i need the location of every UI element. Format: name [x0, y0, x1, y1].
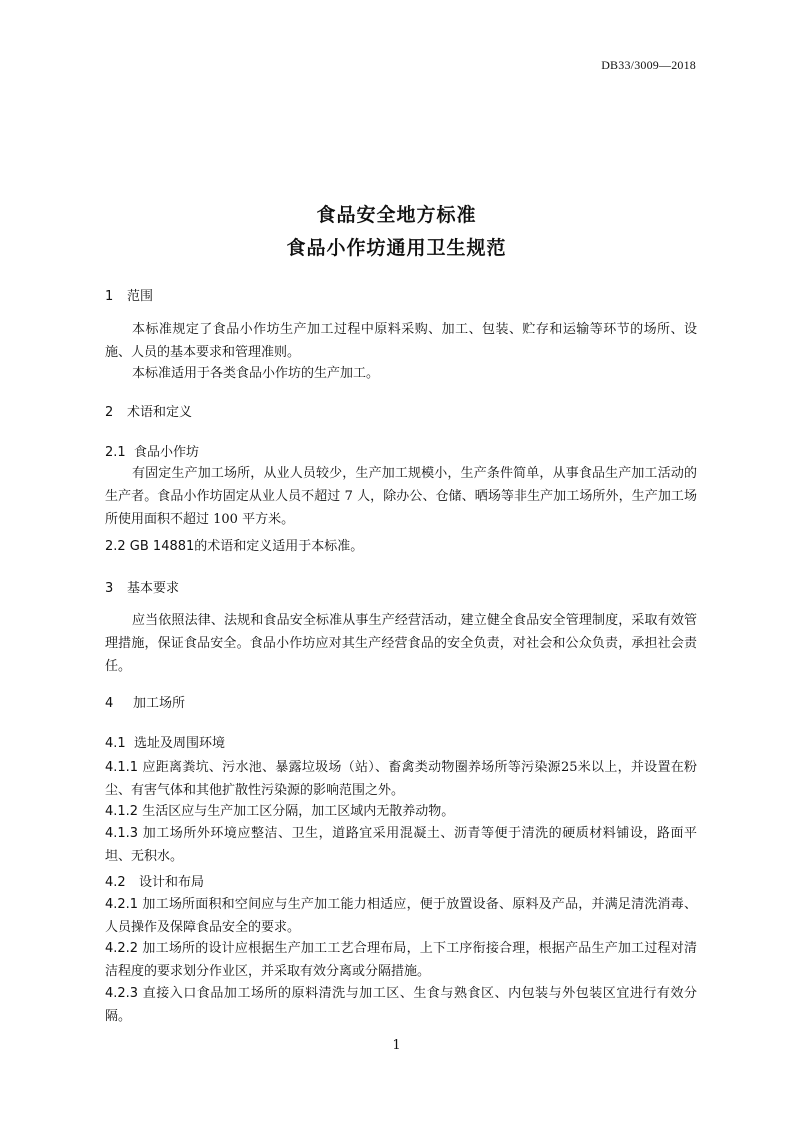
clause-text: 加工场所外环境应整洁、卫生，道路宜采用混凝土、沥青等便于清洗的硬质材料铺设，路面平坦、无积水。 — [105, 826, 697, 864]
clause-text: 直接入口食品加工场所的原料清洗与加工区、生食与熟食区、内包装与外包装区宜进行有效分隔。 — [105, 986, 697, 1024]
section-number: 4 — [105, 696, 114, 711]
section-number: 4.2 — [105, 875, 126, 890]
clause-number: 4.2.2 — [105, 941, 139, 956]
section-4-heading — [105, 692, 185, 711]
section-number: 4.1 — [105, 736, 126, 751]
clause-number: 4.1.3 — [105, 826, 139, 841]
section-2-1-heading — [105, 441, 199, 460]
clause-text: 生活区应与生产加工区分隔，加工区域内无散养动物。 — [142, 804, 455, 819]
title-line-2: 食品小作坊通用卫生规范 — [286, 237, 507, 259]
clause-text: 加工场所的设计应根据生产加工工艺合理布局，上下工序衔接合理，根据产品生产加工过程对清洁程度的要求划分作业区，并采取有效分离或分隔措施。 — [105, 941, 697, 979]
section-title: 加工场所 — [133, 696, 186, 711]
section-1-heading — [105, 285, 153, 304]
section-4-1-heading — [105, 732, 225, 751]
clause-4-2-3 — [105, 982, 697, 1028]
clause-4-2-1 — [105, 893, 697, 939]
document-code: DB33/3009—2018 — [601, 58, 696, 72]
clause-text: 应距离粪坑、污水池、暴露垃圾场（站）、畜禽类动物圈养场所等污染源25米以上，并设置在粉尘、有害气体和其他扩散性污染源的影响范围之外。 — [105, 760, 697, 798]
clause-number: 4.1.1 — [105, 760, 139, 775]
clause-text: 加工场所面积和空间应与生产加工能力相适应，便于放置设备、原料及产品，并满足清洗消毒、人员操作及保障食品安全的要求。 — [105, 897, 697, 935]
section-title: 设计和布局 — [139, 875, 205, 890]
section-1-paragraph-2: 本标准适用于各类食品小作坊的生产加工。 — [132, 366, 380, 381]
clause-4-1-1 — [105, 756, 697, 802]
clause-number: 4.2.3 — [105, 986, 139, 1001]
section-title: 范围 — [127, 289, 154, 304]
section-2-2-line: 2.2 GB 14881的术语和定义适用于本标准。 — [105, 539, 364, 554]
clause-number: 4.2.1 — [105, 897, 139, 912]
page-number: 1 — [392, 1038, 401, 1053]
clause-4-1-3 — [105, 822, 697, 868]
section-4-2-heading — [105, 871, 204, 890]
section-title: 选址及周围环境 — [134, 736, 226, 751]
section-title: 术语和定义 — [127, 405, 193, 420]
section-number: 2 — [105, 405, 114, 420]
section-3-heading — [105, 577, 179, 596]
clause-4-2-2 — [105, 937, 697, 983]
section-number: 2.1 — [105, 445, 126, 460]
section-2-heading — [105, 401, 192, 420]
section-title: 食品小作坊 — [134, 445, 200, 460]
clause-4-1-2 — [105, 800, 697, 823]
section-number: 1 — [105, 289, 114, 304]
section-1-paragraph-1: 本标准规定了食品小作坊生产加工过程中原料采购、加工、包装、贮存和运输等环节的场所、设施、人员的基本要求和管理准则。 — [105, 322, 697, 360]
section-number: 3 — [105, 581, 114, 596]
title-line-1: 食品安全地方标准 — [316, 204, 477, 226]
section-2-1-paragraph: 有固定生产加工场所，从业人员较少，生产加工规模小，生产条件简单，从事食品生产加工活动的生产者。食品小作坊固定从业人员不超过 7 人，除办公、仓储、晒场等非生产加工场所外，生产加工场所使用面积不超过 100 平方米。 — [105, 466, 697, 527]
section-3-paragraph: 应当依照法律、法规和食品安全标准从事生产经营活动，建立健全食品安全管理制度，采取有效管理措施，保证食品安全。食品小作坊应对其生产经营食品的安全负责，对社会和公众负责，承担社会责任。 — [105, 613, 697, 674]
section-title: 基本要求 — [127, 581, 180, 596]
clause-number: 4.1.2 — [105, 804, 139, 819]
